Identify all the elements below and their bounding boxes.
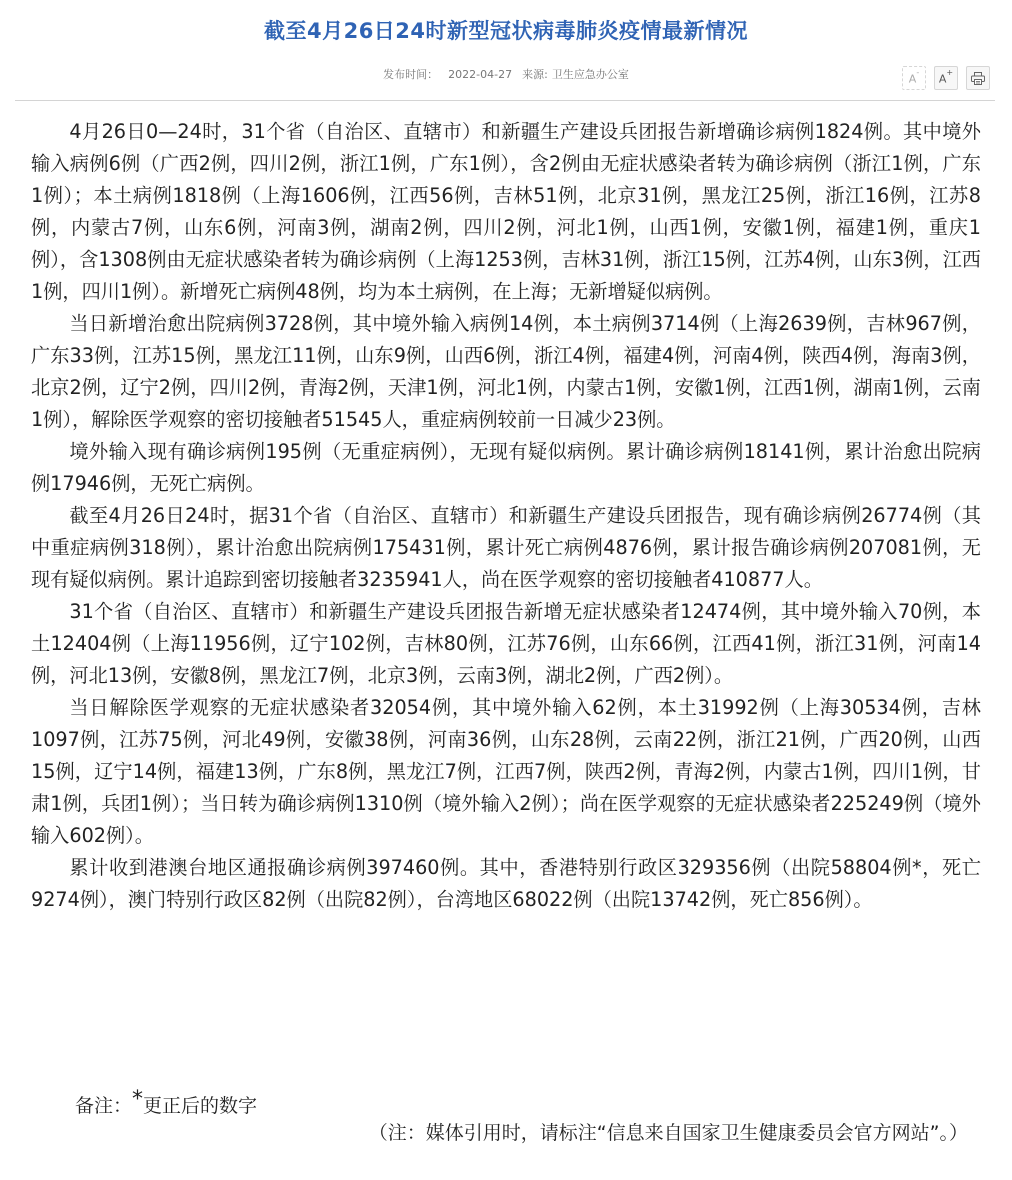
note-star: * — [132, 1087, 144, 1112]
source-label: 来源: — [522, 68, 548, 81]
font-smaller-button[interactable] — [902, 66, 926, 90]
paragraph: 截至4月26日24时，据31个省（自治区、直辖市）和新疆生产建设兵团报告，现有确诊病例26774例（其中重症病例318例），累计治愈出院病例175431例，累计死亡病例4876例，累计报告确诊病例207081例，无现有疑似病例。累计追踪到密切接触者3235941人，尚在医学观察的密切接触者410877人。 — [31, 504, 981, 591]
article-meta — [0, 67, 1012, 83]
publish-label: 发布时间： — [383, 68, 439, 81]
header-divider — [15, 100, 995, 101]
paragraph: 境外输入现有确诊病例195例（无重症病例），无现有疑似病例。累计确诊病例18141例，累计治愈出院病例17946例，无死亡病例。 — [31, 440, 981, 495]
footnote — [75, 1084, 257, 1122]
paragraph: 当日解除医学观察的无症状感染者32054例，其中境外输入62例，本土31992例（上海30534例，吉林1097例，江苏75例，河北49例，安徽38例，河南36例，山东28例，云南22例，浙江21例，广西20例，山西15例，辽宁14例，福建13例，广东8例，黑龙江7例，江西7例，陕西2例，青海2例，内蒙古1例，四川1例，甘肃1例，兵团1例）；当日转为确诊病例1310例（境外输入2例）；尚在医学观察的无症状感染者225249例（境外输入602例）。 — [31, 696, 981, 847]
paragraph: 31个省（自治区、直辖市）和新疆生产建设兵团报告新增无症状感染者12474例，其中境外输入70例，本土12404例（上海11956例，辽宁102例，吉林80例，江苏76例，山东66例，江西41例，浙江31例，河南14例，河北13例，安徽8例，黑龙江7例，北京3例，云南3例，湖北2例，广西2例）。 — [31, 600, 981, 687]
article-title: 截至4月26日24时新型冠状病毒肺炎疫情最新情况 — [263, 19, 749, 43]
paragraph: 4月26日0—24时，31个省（自治区、直辖市）和新疆生产建设兵团报告新增确诊病例1824例。其中境外输入病例6例（广西2例，四川2例，浙江1例，广东1例），含2例由无症状感染者转为确诊病例（浙江1例，广东1例）；本土病例1818例（上海1606例，江西56例，吉林51例，北京31例，黑龙江25例，浙江16例，江苏8例，内蒙古7例，山东6例，河南3例，湖南2例，四川2例，河北1例，山西1例，安徽1例，福建1例，重庆1例），含1308例由无症状感染者转为确诊病例（上海1253例，吉林31例，浙江15例，江苏4例，山东3例，江西1例，四川1例）。新增死亡病例48例，均为本土病例，在上海；无新增疑似病例。 — [31, 120, 981, 303]
print-button[interactable] — [966, 66, 990, 90]
note-label: 备注： — [75, 1095, 133, 1117]
article-body — [31, 116, 981, 916]
publish-date: 2022-04-27 — [448, 68, 513, 81]
note-text: 更正后的数字 — [143, 1095, 258, 1117]
paragraph: 累计收到港澳台地区通报确诊病例397460例。其中，香港特别行政区329356例（出院58804例*，死亡9274例），澳门特别行政区82例（出院82例），台湾地区68022例（出院13742例，死亡856例）。 — [31, 856, 981, 911]
font-larger-icon: A+ — [938, 67, 954, 86]
source-value: 卫生应急办公室 — [551, 68, 629, 81]
citation-note: （注：媒体引用时，请标注“信息来自国家卫生健康委员会官方网站”。） — [368, 1122, 968, 1144]
printer-icon — [971, 72, 985, 85]
font-larger-button[interactable] — [934, 66, 958, 90]
article-tools — [902, 66, 990, 90]
font-smaller-icon: A- — [908, 67, 920, 86]
paragraph: 当日新增治愈出院病例3728例，其中境外输入病例14例，本土病例3714例（上海2639例，吉林967例，广东33例，江苏15例，黑龙江11例，山东9例，山西6例，浙江4例，福建4例，河南4例，陕西4例，海南3例，北京2例，辽宁2例，四川2例，青海2例，天津1例，河北1例，内蒙古1例，安徽1例，江西1例，湖南1例，云南1例），解除医学观察的密切接触者51545人，重症病例较前一日减少23例。 — [31, 312, 981, 431]
